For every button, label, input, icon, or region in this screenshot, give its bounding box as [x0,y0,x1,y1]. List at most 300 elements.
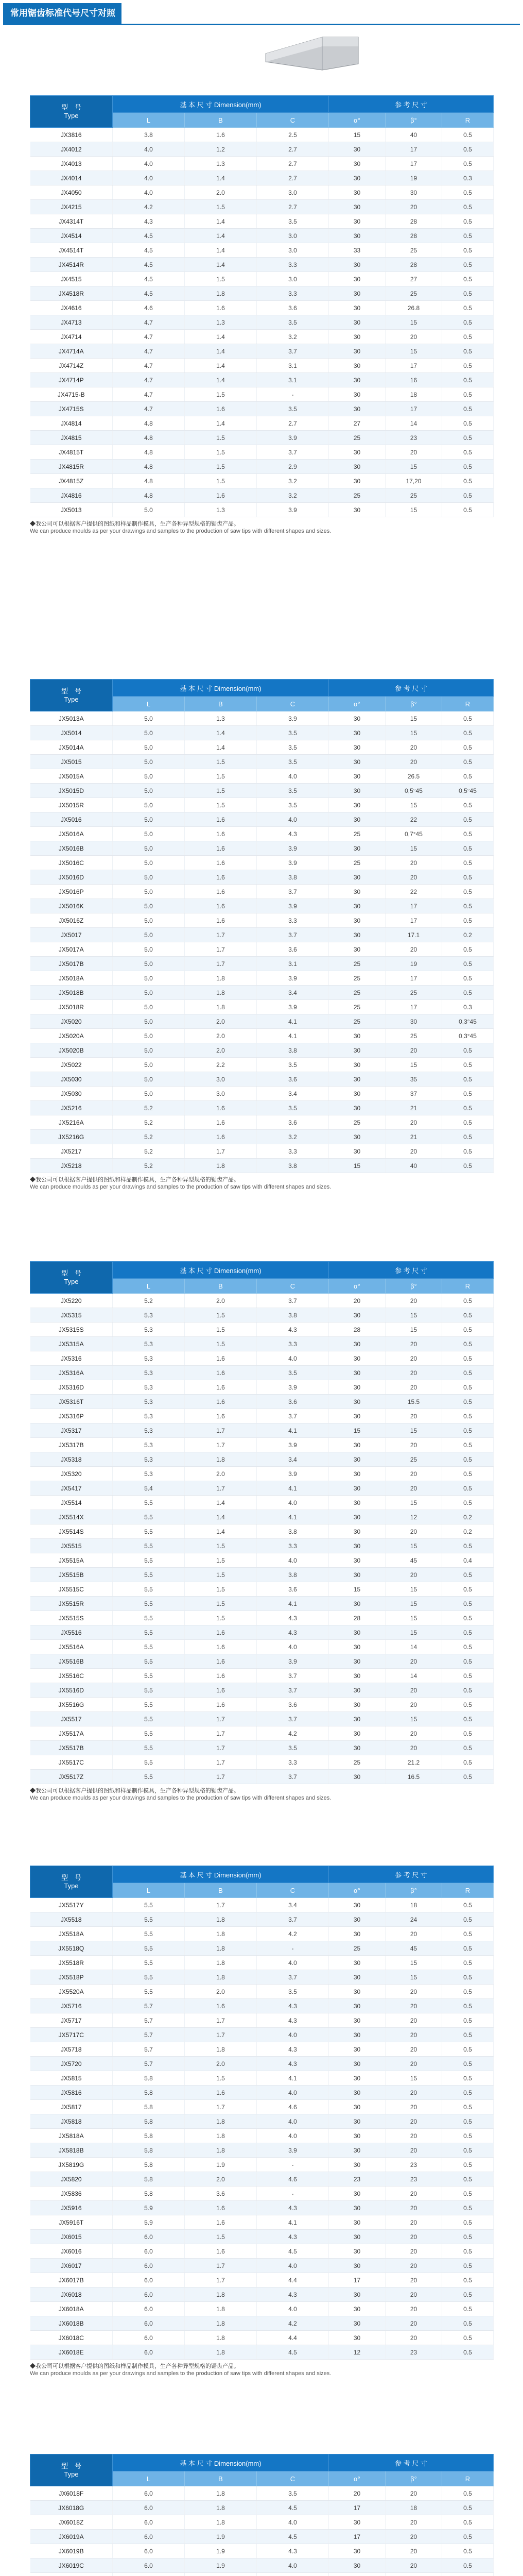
value-cell: 5.5 [113,1770,185,1784]
value-cell: 5.5 [113,1654,185,1669]
value-cell: 5.5 [113,1985,185,1999]
value-cell: 1.6 [185,856,257,870]
table-row [30,2558,494,2573]
type-code-cell: JX5220 [30,1294,113,1308]
table-row [30,1669,494,1683]
value-cell: 25 [386,986,442,1000]
value-cell: 4.0 [113,171,185,185]
value-cell: 15 [386,1597,442,1611]
value-cell: 0.5 [442,1985,494,1999]
table-row [30,258,494,272]
value-cell: 0.5 [442,315,494,330]
type-code-cell: JX4013 [30,157,113,171]
value-cell: 1.7 [185,1144,257,1159]
type-code-cell: JX5216G [30,1130,113,1144]
value-cell: 5.0 [113,784,185,798]
value-cell: 0.5 [442,373,494,387]
value-cell: 0.5 [442,503,494,517]
value-cell: 3.1 [257,957,329,971]
column-header: R [442,1279,494,1294]
value-cell: 30 [329,214,386,229]
value-cell: 5.5 [113,1640,185,1654]
value-cell: 0.5 [442,1625,494,1640]
value-cell: 0.5 [442,841,494,856]
value-cell: 23 [386,2345,442,2360]
value-cell: 21.2 [386,1755,442,1770]
table-row [30,827,494,841]
value-cell: 2.0 [185,185,257,200]
value-cell: 3.6 [257,942,329,957]
type-code-cell: JX5516C [30,1669,113,1683]
table-row [30,373,494,387]
spec-table [30,1866,494,2360]
value-cell: 5.0 [113,798,185,812]
value-cell: 3.5 [257,1058,329,1072]
value-cell: 0.5 [442,1043,494,1058]
type-code-cell: JX5817 [30,2100,113,2114]
value-cell: 22 [386,812,442,827]
value-cell: 1.8 [185,1000,257,1014]
value-cell: 30 [329,2057,386,2071]
value-cell: 0.5 [442,2215,494,2230]
type-code-cell: JX4014 [30,171,113,185]
value-cell: 5.5 [113,1712,185,1726]
value-cell: 0.5 [442,1568,494,1582]
value-cell: 30 [329,301,386,315]
value-cell: 5.0 [113,755,185,769]
value-cell: 0.5 [442,1144,494,1159]
type-code-cell: JX6015 [30,2230,113,2244]
value-cell: 5.5 [113,1669,185,1683]
value-cell: 0.3 [442,171,494,185]
value-cell: 30 [329,315,386,330]
value-cell: 3.3 [257,1337,329,1351]
type-header-en: Type [64,111,79,120]
value-cell: 17 [386,899,442,913]
value-cell: 30 [329,1999,386,2013]
value-cell: 15 [386,726,442,740]
type-column-header [30,2454,113,2486]
value-cell: 1.6 [185,812,257,827]
value-cell: 6.0 [113,2331,185,2345]
type-code-cell: JX4514 [30,229,113,243]
table-row [30,2215,494,2230]
value-cell: 0.5 [442,1159,494,1173]
value-cell: 3.3 [257,1144,329,1159]
type-code-cell: JX6018F [30,2486,113,2501]
value-cell: 4.3 [257,2201,329,2215]
column-header: R [442,113,494,128]
table-row [30,1539,494,1553]
value-cell: 20 [386,2013,442,2028]
value-cell: 30 [329,1438,386,1452]
value-cell: 1.5 [185,1611,257,1625]
value-cell: 5.5 [113,1898,185,1912]
type-header-en: Type [64,1882,79,1890]
type-code-cell: JX5514S [30,1524,113,1539]
custom-production-note [30,1787,493,1802]
type-code-cell: JX5015A [30,769,113,784]
value-cell: 3.5 [257,1101,329,1115]
table-row [30,1058,494,1072]
value-cell: 0.5 [442,2201,494,2215]
value-cell: 17 [329,2501,386,2515]
table-row [30,171,494,185]
value-cell: 20 [386,942,442,957]
type-code-cell: JX6018 [30,2287,113,2302]
value-cell: 1.5 [185,1568,257,1582]
custom-production-note [30,520,493,535]
type-code-cell: JX6017B [30,2273,113,2287]
value-cell: 1.5 [185,1553,257,1568]
value-cell: 30 [329,171,386,185]
value-cell: 4.8 [113,474,185,488]
value-cell: 3.9 [257,841,329,856]
value-cell: 3.6 [257,301,329,315]
value-cell: 1.8 [185,2501,257,2515]
value-cell: 1.8 [185,1941,257,1956]
value-cell: 6.0 [113,2515,185,2530]
value-cell: 0.5 [442,812,494,827]
value-cell: 30 [329,1568,386,1582]
value-cell: 45 [386,1553,442,1568]
value-cell: 30 [329,2028,386,2042]
value-cell: 0.5 [442,1970,494,1985]
table-row [30,2028,494,2042]
value-cell: 20 [386,2486,442,2501]
value-cell: 30 [329,1351,386,1366]
value-cell: 0.5 [442,1481,494,1496]
value-cell: 20 [386,1115,442,1130]
note-english: We can produce moulds as per your drawings and samples to the production of saw tips with different shapes and sizes. [30,528,332,534]
type-code-cell: JX4514T [30,243,113,258]
table-row [30,1625,494,1640]
value-cell: 1.8 [185,1159,257,1173]
value-cell: 1.4 [185,373,257,387]
value-cell: 3.0 [185,1072,257,1087]
value-cell: 1.6 [185,1380,257,1395]
value-cell: 20 [386,2100,442,2114]
value-cell: 15 [386,841,442,856]
value-cell: 1.9 [185,2158,257,2172]
value-cell: 1.6 [185,1101,257,1115]
type-code-cell: JX5517A [30,1726,113,1741]
table-row [30,301,494,315]
value-cell: 15 [386,711,442,726]
value-cell: 30 [329,942,386,957]
table-row [30,1985,494,1999]
value-cell: 3.7 [257,344,329,359]
value-cell: 25 [386,1029,442,1043]
type-header-cn: 型 号 [61,103,81,111]
value-cell: 6.0 [113,2486,185,2501]
value-cell: 23 [386,431,442,445]
value-cell: 3.8 [257,1308,329,1323]
table-row [30,387,494,402]
value-cell [185,2573,257,2576]
value-cell: 20 [386,1698,442,1712]
value-cell: 15 [386,1308,442,1323]
table-row [30,128,494,142]
value-cell: 1.6 [185,488,257,503]
value-cell: 0.5 [442,1941,494,1956]
value-cell: 0.5 [442,726,494,740]
table-row [30,1755,494,1770]
value-cell: 5.0 [113,957,185,971]
value-cell: 3.5 [257,726,329,740]
value-cell: 4.2 [257,1726,329,1741]
table-row [30,2259,494,2273]
type-code-cell: JX5517Z [30,1770,113,1784]
type-header-cn: 型 号 [61,1873,81,1882]
value-cell: 1.6 [185,2086,257,2100]
value-cell: 40 [386,1159,442,1173]
table-row [30,200,494,214]
value-cell: 15 [386,503,442,517]
value-cell: 0.5 [442,870,494,885]
value-cell: 0.5 [442,200,494,214]
value-cell: 20 [386,2558,442,2573]
value-cell: 0.5 [442,2316,494,2331]
value-cell: 14 [386,1640,442,1654]
value-cell: 1.5 [185,784,257,798]
value-cell: 1.4 [185,1496,257,1510]
value-cell: 0.5 [442,2013,494,2028]
value-cell: 25 [329,856,386,870]
value-cell: 5.0 [113,740,185,755]
value-cell: 1.6 [185,827,257,841]
value-cell: 3.7 [257,1970,329,1985]
value-cell: 0.5 [442,2259,494,2273]
value-cell: 20 [386,1380,442,1395]
type-code-cell: JX5030 [30,1087,113,1101]
value-cell: 6.0 [113,2230,185,2244]
value-cell: 0.5 [442,2486,494,2501]
table-row [30,1712,494,1726]
value-cell: 4.5 [113,258,185,272]
type-code-cell: JX5013 [30,503,113,517]
type-code-cell: JX5320 [30,1467,113,1481]
table-row [30,1611,494,1625]
type-code-cell: JX6019C [30,2558,113,2573]
value-cell: 3.1 [257,359,329,373]
value-cell: 6.0 [113,2544,185,2558]
value-cell: 5.8 [113,2143,185,2158]
value-cell: 3.1 [257,373,329,387]
value-cell: 3.8 [113,128,185,142]
value-cell: 30 [329,1058,386,1072]
type-code-cell: JX5518P [30,1970,113,1985]
value-cell: 0.5 [442,1726,494,1741]
type-code-cell: JX5717C [30,2028,113,2042]
value-cell: 0.5 [442,229,494,243]
column-header: L [113,113,185,128]
value-cell: 20 [386,2187,442,2201]
value-cell: 30 [329,2515,386,2530]
value-cell: 5.0 [113,726,185,740]
value-cell: 4.8 [113,488,185,503]
value-cell: 20 [386,1683,442,1698]
table-row [30,503,494,517]
table-row [30,2573,494,2576]
value-cell: 1.4 [185,229,257,243]
type-code-cell: JX4714A [30,344,113,359]
column-header: C [257,2471,329,2486]
value-cell: 1.7 [185,957,257,971]
type-code-cell [30,2573,113,2576]
type-code-cell: JX5514X [30,1510,113,1524]
value-cell: 17 [386,142,442,157]
value-cell: 1.7 [185,1741,257,1755]
value-cell: 1.3 [185,157,257,171]
table-row [30,2114,494,2129]
value-cell: 6.0 [113,2302,185,2316]
value-cell: 0.5 [442,2086,494,2100]
type-code-cell: JX5016 [30,812,113,827]
value-cell: 0.5 [442,957,494,971]
value-cell: 30 [329,1654,386,1669]
type-code-cell: JX6018B [30,2316,113,2331]
value-cell: 3.6 [257,1582,329,1597]
value-cell: 3.6 [257,1698,329,1712]
type-code-cell: JX6018E [30,2345,113,2360]
value-cell: 4.3 [257,1323,329,1337]
value-cell: 30 [329,2129,386,2143]
table-row [30,445,494,460]
value-cell: 1.8 [185,2345,257,2360]
value-cell: 15 [386,1496,442,1510]
value-cell: 1.6 [185,1640,257,1654]
value-cell: 1.5 [185,2071,257,2086]
value-cell: 6.0 [113,2287,185,2302]
value-cell [386,2573,442,2576]
value-cell: 30 [329,142,386,157]
reference-group-header: 参 考 尺 寸 [329,1262,494,1279]
value-cell: 15 [386,1058,442,1072]
value-cell: 3.0 [185,1087,257,1101]
table-row [30,1640,494,1654]
table-row [30,460,494,474]
table-row [30,2071,494,2086]
value-cell: 3.2 [257,474,329,488]
value-cell: 5.2 [113,1130,185,1144]
value-cell: 1.4 [185,416,257,431]
value-cell: 21 [386,1101,442,1115]
value-cell: 1.6 [185,1669,257,1683]
value-cell: 1.8 [185,286,257,301]
value-cell: 3.7 [257,1409,329,1423]
value-cell: 1.5 [185,387,257,402]
table-row [30,157,494,171]
table-row [30,1467,494,1481]
type-header-en: Type [64,695,79,703]
value-cell: 6.0 [113,2273,185,2287]
value-cell: 37 [386,1087,442,1101]
value-cell: 28 [329,1611,386,1625]
value-cell: 30 [329,1698,386,1712]
table-row [30,359,494,373]
value-cell: 5.5 [113,1611,185,1625]
type-code-cell: JX4518R [30,286,113,301]
value-cell: 30 [329,330,386,344]
value-cell: 5.3 [113,1351,185,1366]
value-cell: 1.5 [185,798,257,812]
value-cell: 17 [386,157,442,171]
table-row [30,1087,494,1101]
value-cell: 20 [386,2244,442,2259]
type-code-cell: JX5518R [30,1956,113,1970]
column-header: β° [386,697,442,711]
value-cell: 5.0 [113,841,185,856]
value-cell: 17 [386,402,442,416]
value-cell: 15 [329,1423,386,1438]
value-cell: 17 [329,2273,386,2287]
value-cell: 1.5 [185,474,257,488]
value-cell: 3.7 [257,1912,329,1927]
type-code-cell: JX3816 [30,128,113,142]
value-cell: 30 [329,387,386,402]
value-cell: 1.7 [185,1898,257,1912]
value-cell: 20 [386,856,442,870]
value-cell: 4.3 [257,1999,329,2013]
value-cell: 1.5 [185,755,257,769]
value-cell: 30 [329,229,386,243]
value-cell: 30 [329,726,386,740]
value-cell: 1.8 [185,2287,257,2302]
table-row [30,1510,494,1524]
table-row [30,1524,494,1539]
type-code-cell: JX5016Z [30,913,113,928]
value-cell: 30 [329,1898,386,1912]
value-cell: 3.5 [257,784,329,798]
value-cell: 1.5 [185,1597,257,1611]
value-cell: 25 [329,971,386,986]
value-cell: 3.7 [257,1683,329,1698]
value-cell: 30 [329,2558,386,2573]
value-cell: 0.5 [442,286,494,301]
value-cell: 30 [329,1927,386,1941]
table-row [30,330,494,344]
table-row [30,2143,494,2158]
value-cell: 30 [329,1625,386,1640]
type-code-cell: JX4815 [30,431,113,445]
value-cell: 25 [386,1452,442,1467]
spec-table [30,1261,494,1784]
value-cell: 5.0 [113,503,185,517]
type-code-cell: JX5316P [30,1409,113,1423]
value-cell: 0.5 [442,2544,494,2558]
value-cell: 5.7 [113,2057,185,2071]
value-cell: 0.5 [442,2530,494,2544]
value-cell: 30 [329,2201,386,2215]
value-cell: 1.8 [185,1912,257,1927]
value-cell: 5.8 [113,2158,185,2172]
value-cell: 5.3 [113,1308,185,1323]
type-code-cell: JX5216A [30,1115,113,1130]
table-row [30,488,494,503]
value-cell: 6.0 [113,2530,185,2544]
value-cell: 30 [329,200,386,214]
value-cell: 25 [329,431,386,445]
type-code-cell: JX5516B [30,1654,113,1669]
value-cell: 4.5 [257,2244,329,2259]
table-row [30,1366,494,1380]
value-cell: 28 [386,258,442,272]
value-cell: 20 [386,1985,442,1999]
type-code-cell: JX4815Z [30,474,113,488]
value-cell: 30 [329,1144,386,1159]
value-cell: 0.5 [442,1912,494,1927]
